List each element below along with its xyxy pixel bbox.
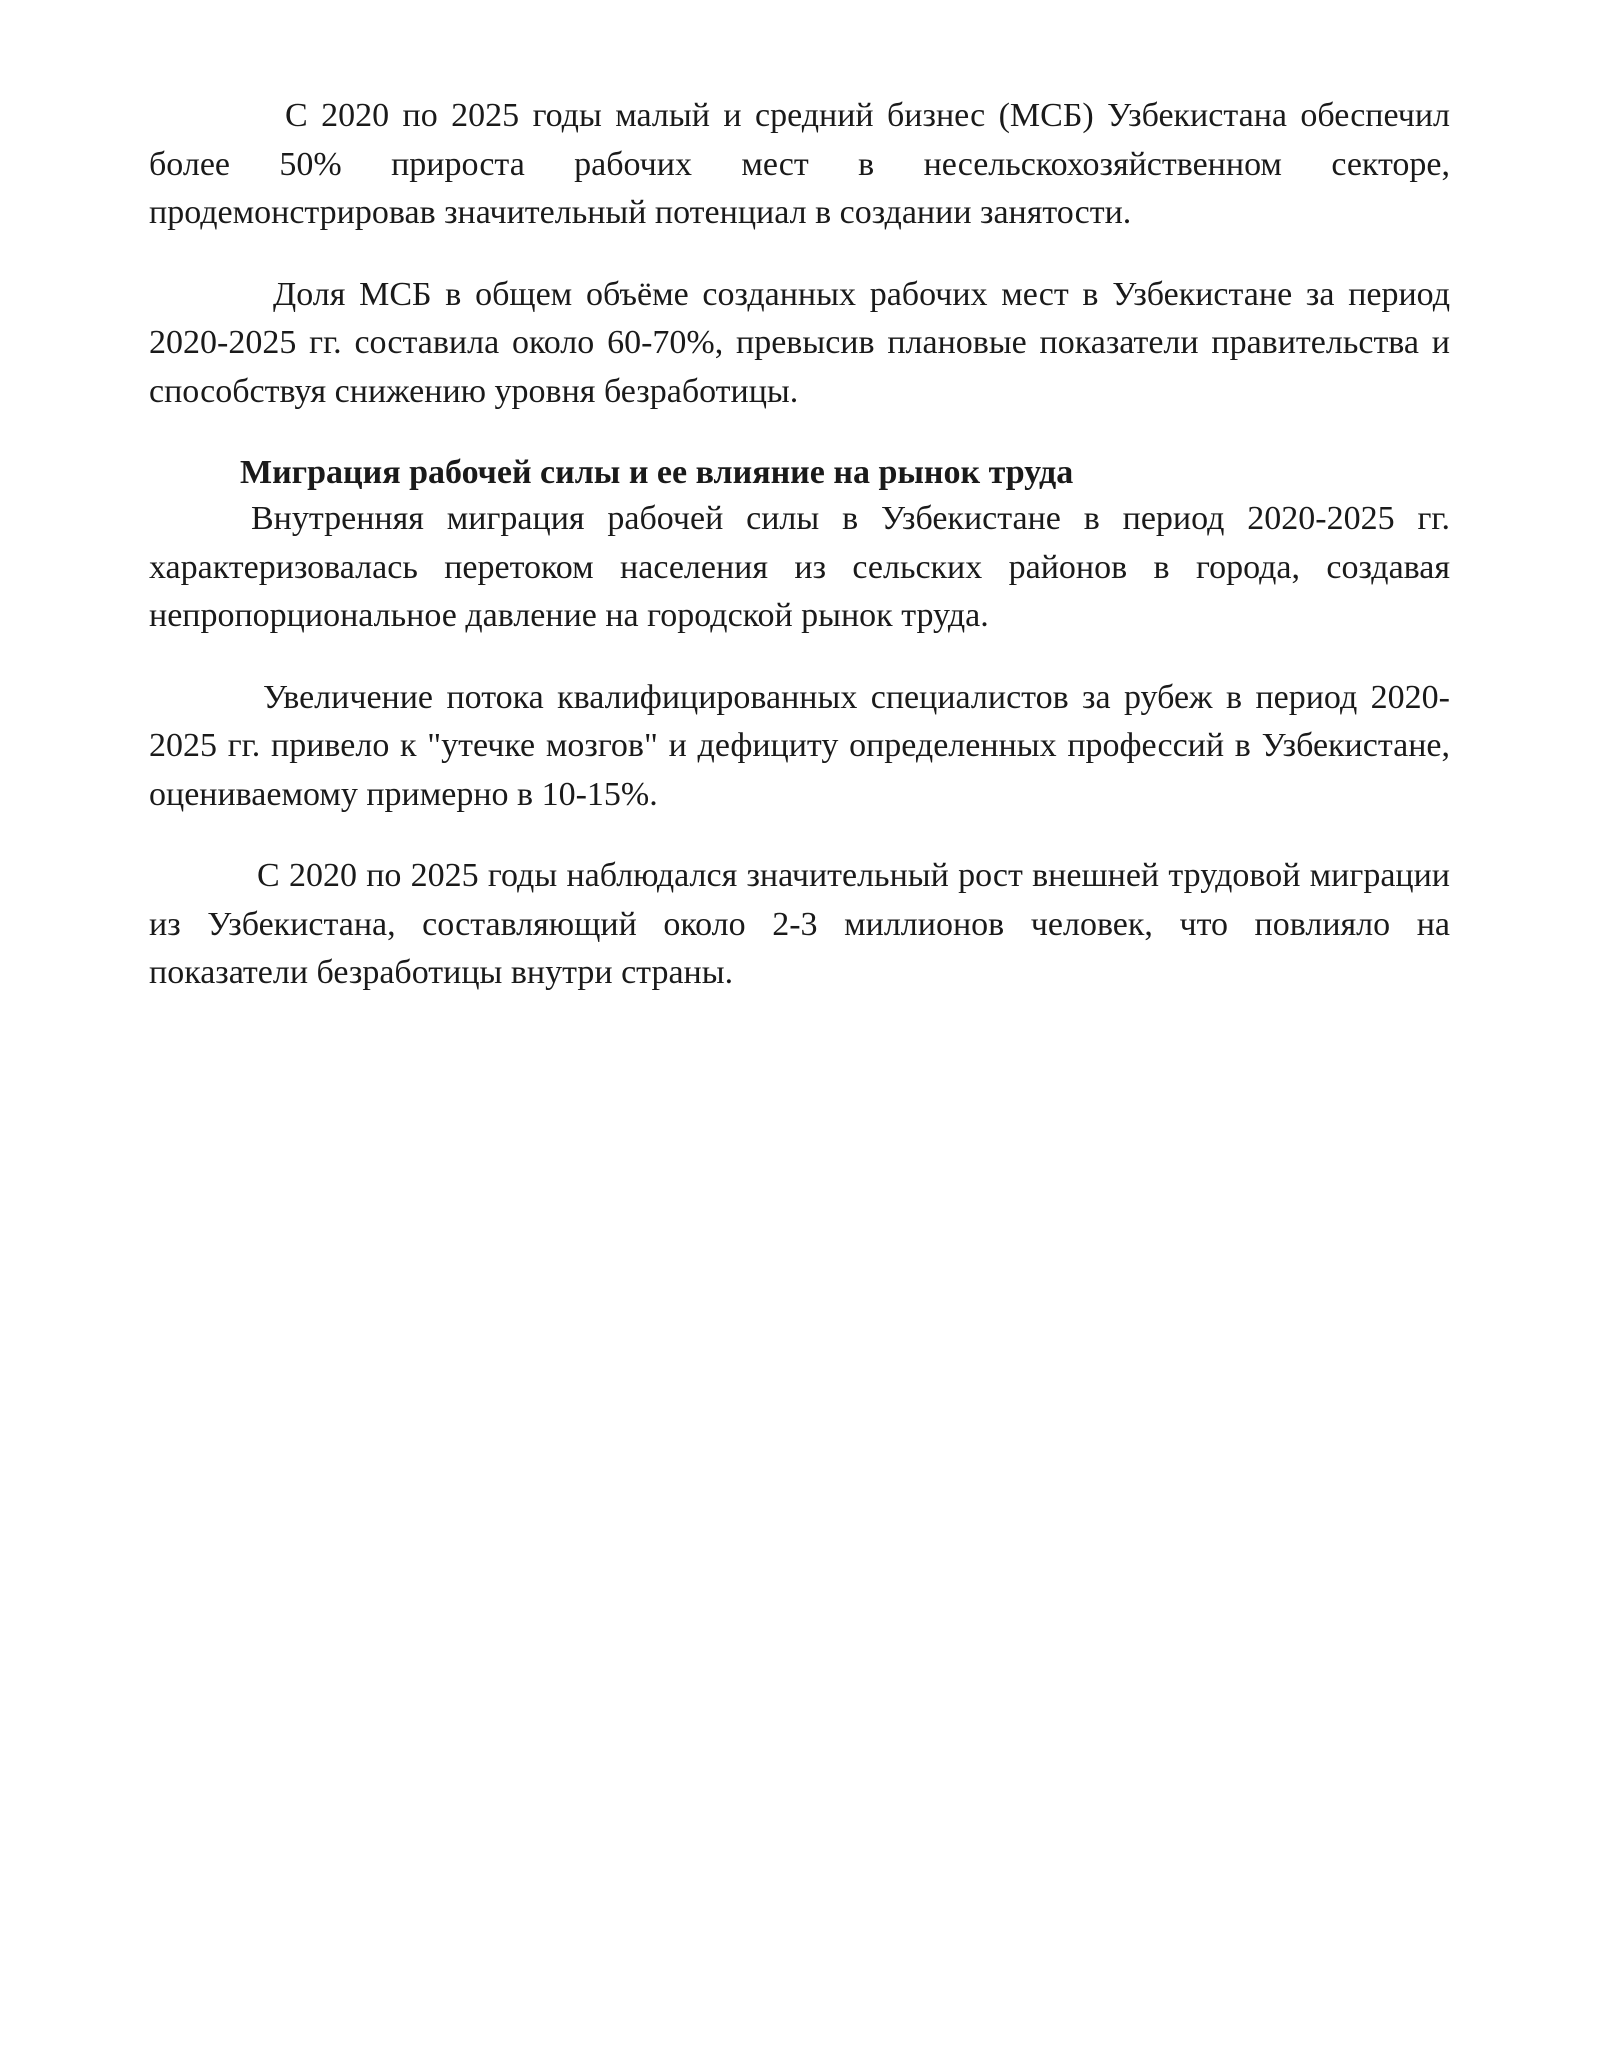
section-heading: Миграция рабочей силы и ее влияние на рынок труда <box>240 454 1074 491</box>
document-body <box>149 92 1450 1031</box>
paragraph-sme-share: Доля МСБ в общем объёме созданных рабочих мест в Узбекистане за период 2020-2025 гг. составила около 60-70%, превысив плановые показатели правительства и способствуя снижению уровня безработицы. <box>149 275 1450 410</box>
paragraph-brain-drain: Увеличение потока квалифицированных специалистов за рубеж в период 2020-2025 гг. привело к "утечке мозгов" и дефициту определенных профессий в Узбекистане, оцениваемому примерно в 10-15%. <box>149 678 1450 813</box>
paragraph-internal-migration: Внутренняя миграция рабочей силы в Узбекистане в период 2020-2025 гг. характеризовалась перетоком населения из сельских районов в города, создавая непропорциональное давление на городской рынок труда. <box>149 500 1450 634</box>
paragraph-external-migration: С 2020 по 2025 годы наблюдался значительный рост внешней трудовой миграции из Узбекистана, составляющий около 2-3 миллионов человек, что повлияло на показатели безработицы внутри страны. <box>149 857 1450 991</box>
paragraph-sme-job-growth: С 2020 по 2025 годы малый и средний бизнес (МСБ) Узбекистана обеспечил более 50% прироста рабочих мест в несельскохозяйственном секторе, продемонстрировав значительный потенциал в создании занятости. <box>149 97 1450 231</box>
